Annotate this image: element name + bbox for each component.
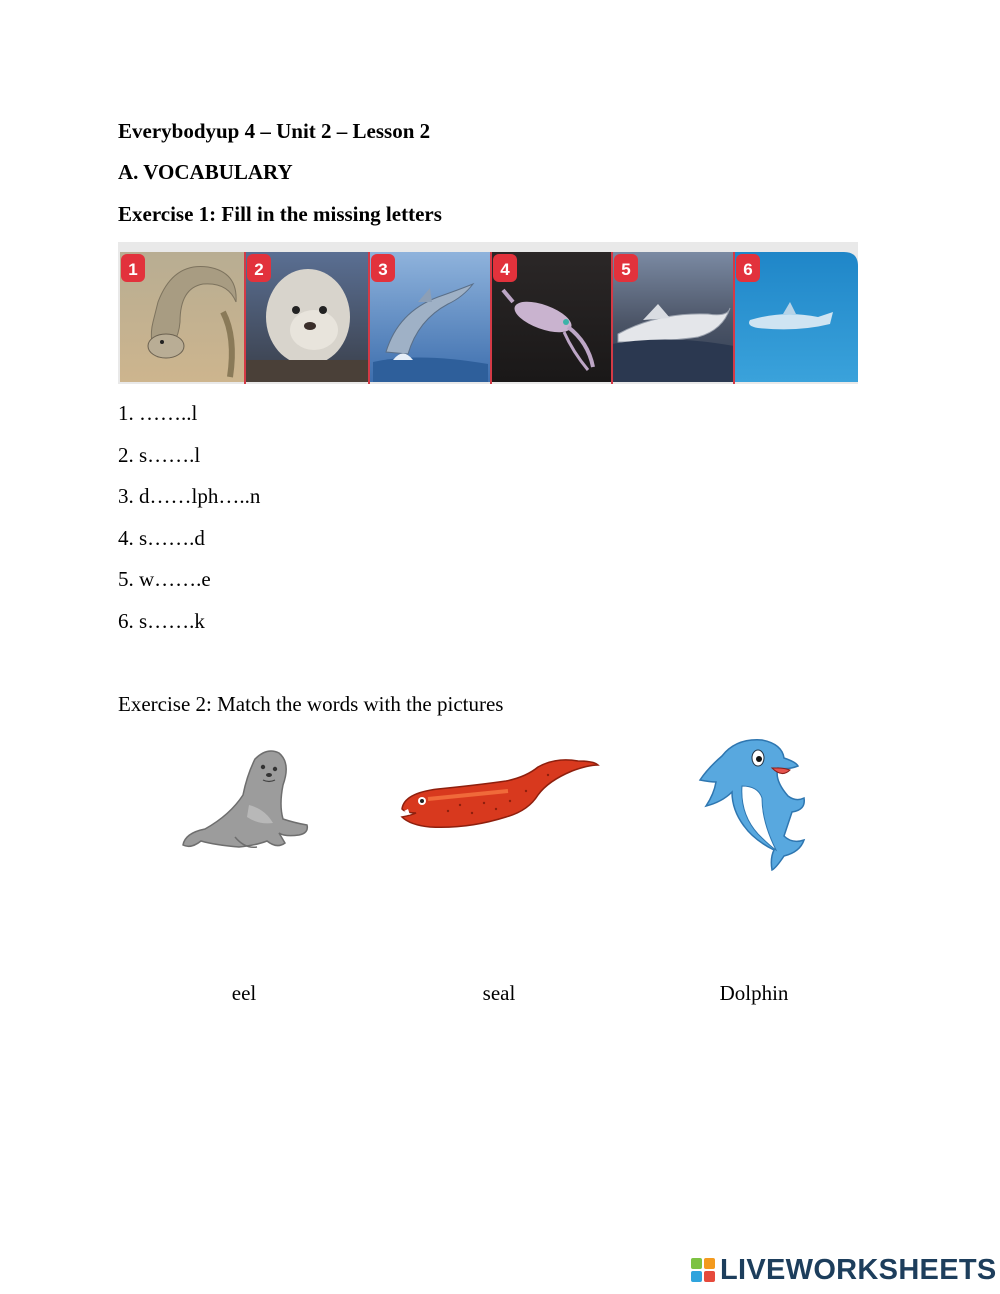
strip-badge-5 (614, 254, 638, 282)
seal-illustration (175, 745, 315, 857)
exercise1-item: 5. w…….e (118, 567, 211, 591)
strip-badge-6 (736, 254, 760, 282)
svg-text:6: 6 (743, 260, 753, 279)
liveworksheets-logo (690, 1254, 997, 1286)
svg-text:2: 2 (254, 260, 264, 279)
liveworksheets-logo-icon (690, 1257, 716, 1283)
exercise1-item: 2. s…….l (118, 443, 201, 467)
sea-animals-picture-strip (118, 242, 858, 384)
svg-text:4: 4 (500, 260, 510, 279)
section-heading: A. VOCABULARY (118, 160, 293, 184)
exercise1-item: 4. s…….d (118, 526, 205, 550)
liveworksheets-logo-text: LIVEWORKSHEETS (720, 1253, 997, 1286)
eel-illustration (398, 755, 603, 835)
exercise1-item: 6. s…….k (118, 609, 205, 633)
word-dolphin[interactable]: Dolphin (719, 981, 789, 1005)
exercise2-title: Exercise 2: Match the words with the pictures (118, 692, 504, 716)
strip-badge-3 (371, 254, 395, 282)
word-eel[interactable]: eel (231, 981, 257, 1005)
exercise1-item: 1. ……..l (118, 401, 198, 425)
svg-text:3: 3 (378, 260, 388, 279)
strip-badge-4 (493, 254, 517, 282)
strip-badge-1 (121, 254, 145, 282)
exercise1-title: Exercise 1: Fill in the missing letters (118, 202, 442, 226)
word-seal[interactable]: seal (482, 981, 516, 1005)
exercise1-item: 3. d……lph…..n (118, 484, 261, 508)
svg-text:1: 1 (128, 260, 138, 279)
dolphin-illustration (692, 736, 812, 872)
svg-text:5: 5 (621, 260, 631, 279)
worksheet-title: Everybodyup 4 – Unit 2 – Lesson 2 (118, 119, 431, 143)
strip-badge-2 (247, 254, 271, 282)
